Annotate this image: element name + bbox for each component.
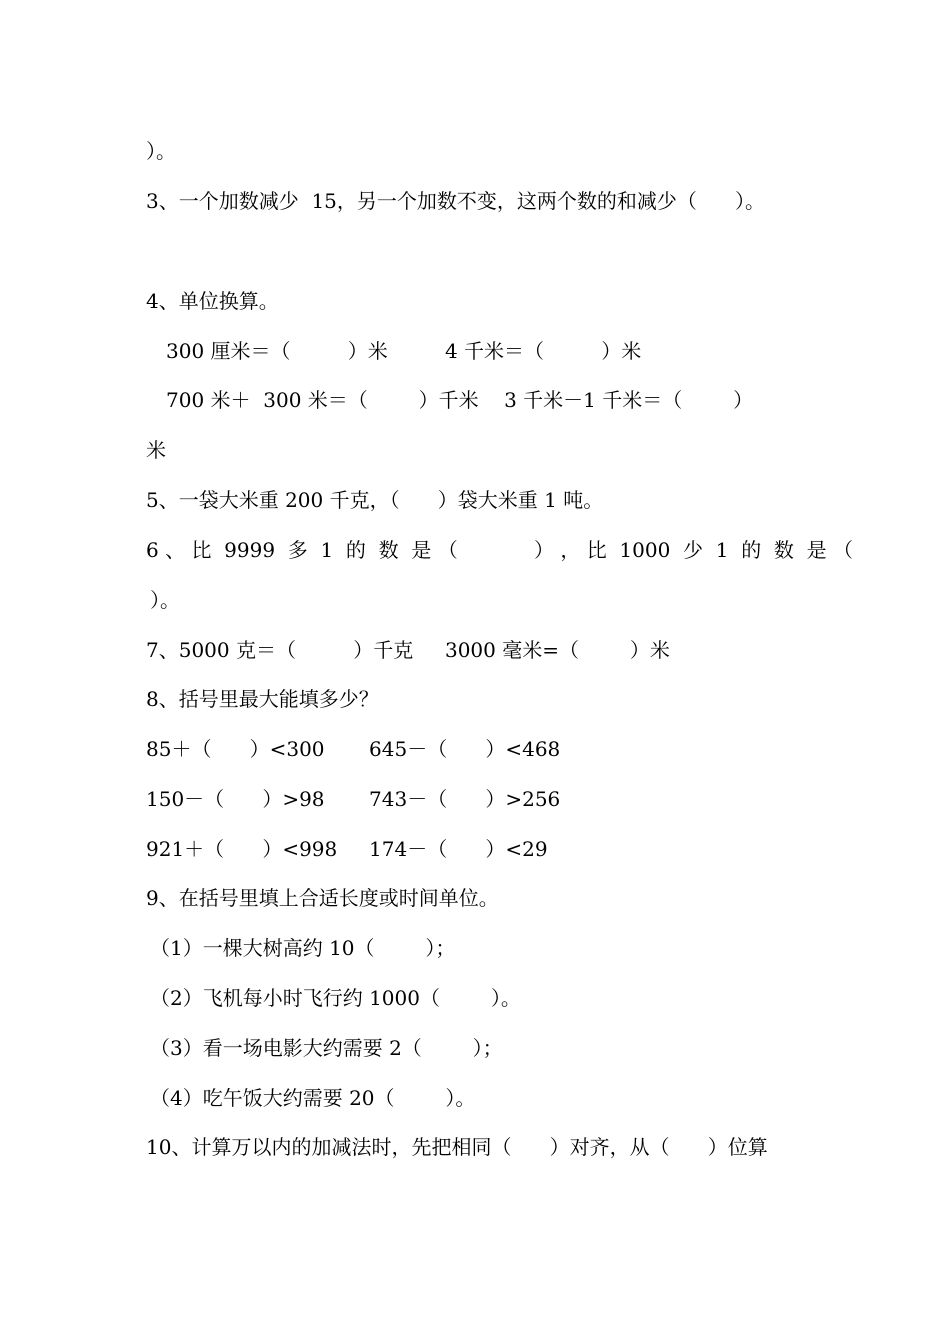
question-9-item-3: （3）看一场电影大约需要 2（ ）； bbox=[150, 1036, 503, 1060]
question-8-row-1: 85＋（ ）<300 645－（ ）<468 bbox=[146, 737, 561, 761]
question-9-item-1: （1）一棵大树高约 10（ ）； bbox=[150, 936, 456, 960]
question-4-row-2-unit: 米 bbox=[146, 438, 166, 462]
question-5: 5、一袋大米重 200 千克，（ ）袋大米重 1 吨。 bbox=[146, 488, 604, 512]
question-10: 10、计算万以内的加减法时，先把相同（ ）对齐，从（ ）位算 bbox=[146, 1135, 768, 1159]
question-4-row-1: 300 厘米＝（ ）米 4 千米＝（ ）米 bbox=[166, 339, 642, 363]
question-9-title: 9、在括号里填上合适长度或时间单位。 bbox=[146, 886, 499, 910]
question-8-title: 8、括号里最大能填多少？ bbox=[146, 687, 379, 711]
q2-continuation: ）。 bbox=[146, 139, 176, 163]
question-6: 6 、 比 9999 多 1 的 数 是 （ ） ， 比 1000 少 1 的 数 是 （ bbox=[146, 538, 853, 562]
question-3: 3、一个加数减少 15，另一个加数不变，这两个数的和减少（ ）。 bbox=[146, 189, 766, 213]
question-4-title: 4、单位换算。 bbox=[146, 289, 279, 313]
question-8-row-2: 150－（ ）>98 743－（ ）>256 bbox=[146, 787, 561, 811]
question-4-row-2: 700 米＋ 300 米＝（ ）千米 3 千米－1 千米＝（ ） bbox=[166, 388, 754, 412]
question-8-row-3: 921＋（ ）<998 174－（ ）<29 bbox=[146, 837, 548, 861]
question-6-continuation: ）。 bbox=[150, 588, 180, 612]
question-7: 7、5000 克＝（ ）千克 3000 毫米=（ ）米 bbox=[146, 638, 670, 662]
question-9-item-2: （2）飞机每小时飞行约 1000（ ）。 bbox=[150, 986, 521, 1010]
question-9-item-4: （4）吃午饭大约需要 20（ ）。 bbox=[150, 1086, 476, 1110]
